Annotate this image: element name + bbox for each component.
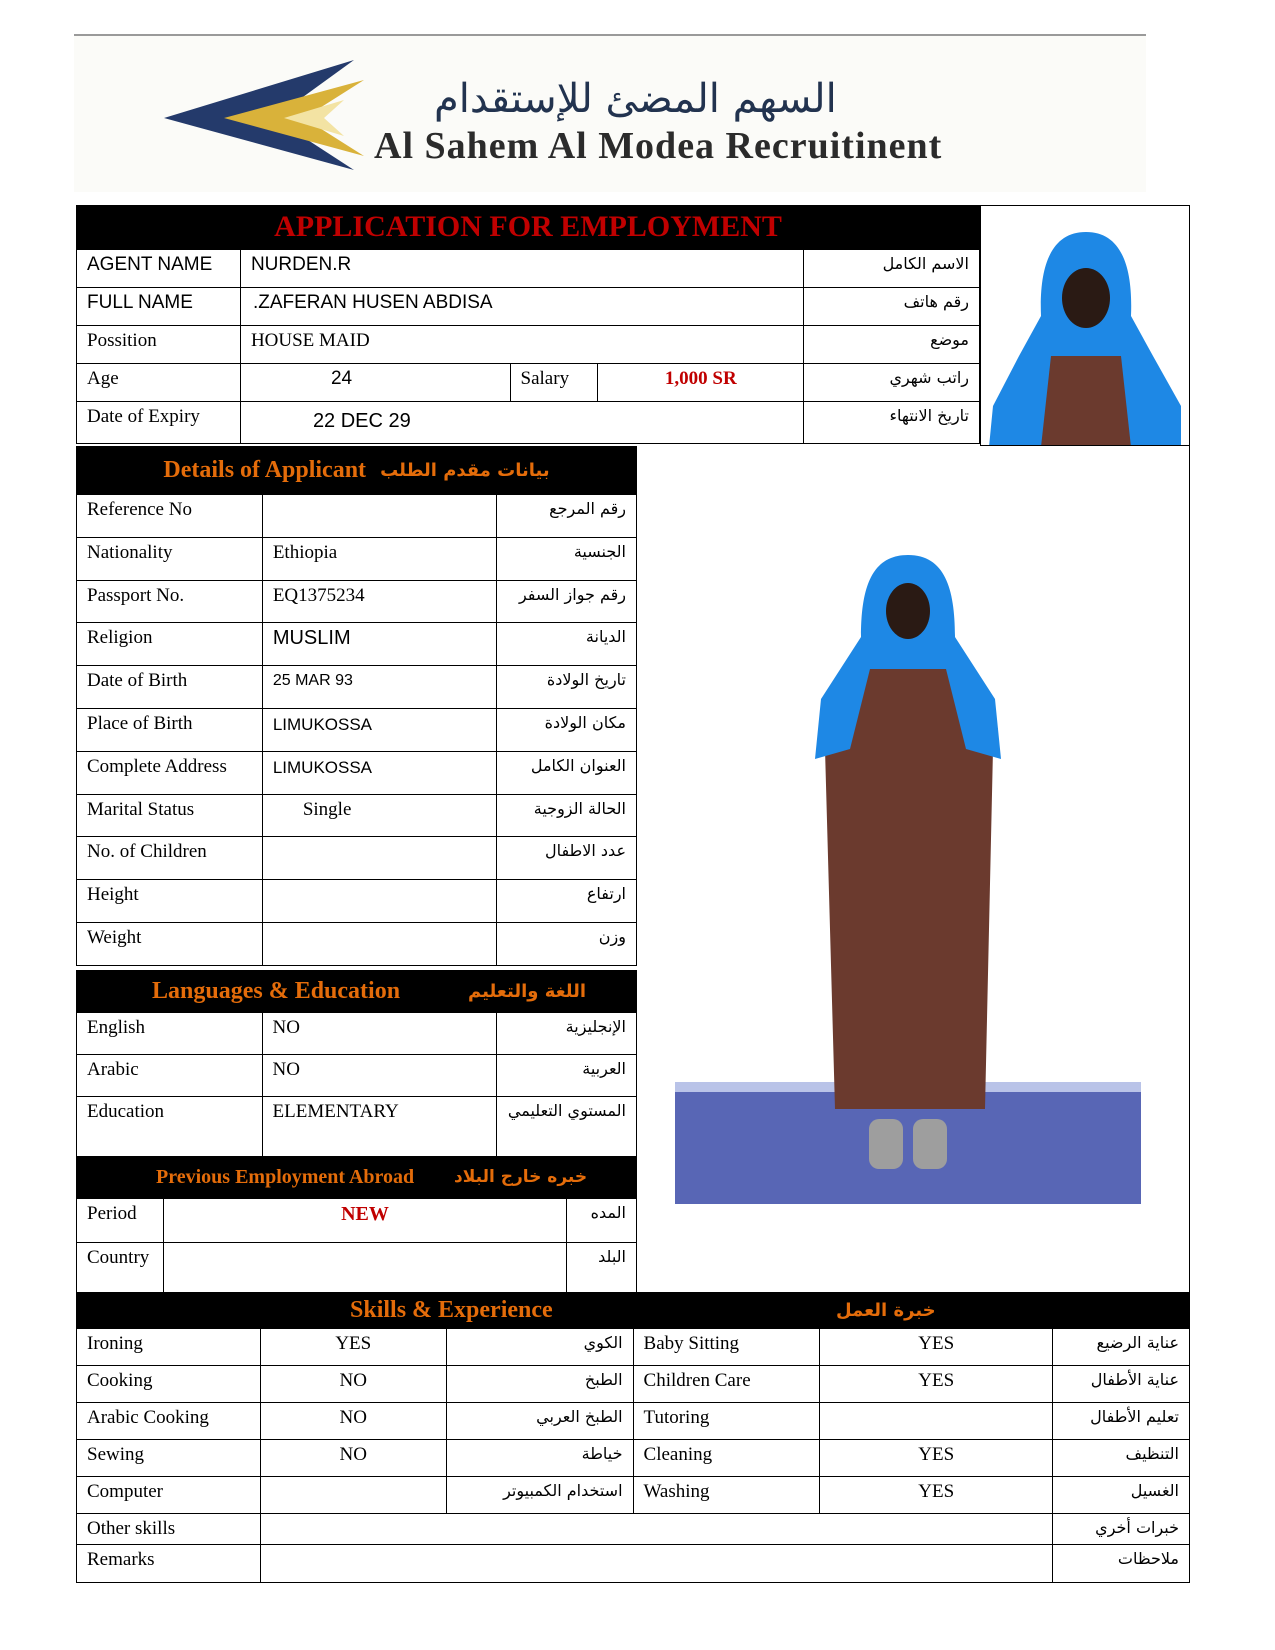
skill-left-value: NO	[260, 1440, 446, 1477]
skills-row	[77, 1440, 1190, 1477]
skill-right-label: Tutoring	[633, 1403, 820, 1440]
agent-name-arabic: الاسم الكامل	[804, 250, 980, 288]
details-section-header	[76, 446, 637, 494]
full-name-value: .ZAFERAN HUSEN ABDISA	[240, 288, 803, 326]
skills-row	[77, 1366, 1190, 1403]
details-label: Nationality	[77, 537, 263, 580]
details-label: Height	[77, 880, 263, 923]
country-label: Country	[77, 1243, 164, 1293]
period-value: NEW	[163, 1199, 566, 1243]
portrait-illustration	[981, 206, 1190, 446]
previous-employment-table	[76, 1198, 637, 1293]
details-row	[77, 751, 637, 794]
details-arabic: عدد الاطفال	[497, 837, 637, 880]
details-value	[262, 495, 496, 538]
skill-left-value: NO	[260, 1403, 446, 1440]
details-row	[77, 537, 637, 580]
details-row	[77, 880, 637, 923]
details-value	[262, 922, 496, 965]
salary-value: 1,000 SR	[598, 364, 804, 402]
details-value: EQ1375234	[262, 580, 496, 623]
chevron-logo-icon	[154, 60, 364, 170]
position-value: HOUSE MAID	[240, 326, 803, 364]
details-label: Weight	[77, 922, 263, 965]
languages-section-header	[76, 970, 637, 1012]
skill-left-value: NO	[260, 1366, 446, 1403]
details-value	[262, 837, 496, 880]
previous-heading: Previous Employment Abroad	[156, 1165, 415, 1188]
skill-right-value: YES	[820, 1440, 1053, 1477]
position-arabic: موضع	[804, 326, 980, 364]
skill-right-label: Cleaning	[633, 1440, 820, 1477]
language-label: Arabic	[77, 1055, 263, 1097]
salary-arabic: راتب شهري	[804, 364, 980, 402]
languages-heading-arabic: اللغة والتعليم	[468, 980, 587, 1002]
remarks-value	[260, 1545, 1052, 1583]
details-label: Reference No	[77, 495, 263, 538]
age-label: Age	[77, 364, 241, 402]
details-value: LIMUKOSSA	[262, 751, 496, 794]
details-value: MUSLIM	[262, 623, 496, 666]
details-label: Passport No.	[77, 580, 263, 623]
other-skills-row	[77, 1514, 1190, 1545]
skill-right-label: Children Care	[633, 1366, 820, 1403]
skill-left-arabic: استخدام الكمبيوتر	[446, 1477, 633, 1514]
skill-left-label: Ironing	[77, 1329, 261, 1366]
details-value: Single	[262, 794, 496, 837]
languages-heading: Languages & Education	[152, 977, 401, 1004]
skill-right-arabic: الغسيل	[1053, 1477, 1190, 1514]
details-row	[77, 708, 637, 751]
age-value: 24	[240, 364, 510, 402]
skills-table	[76, 1328, 1190, 1583]
language-row	[77, 1013, 637, 1055]
agent-name-label: AGENT NAME	[77, 250, 241, 288]
skill-right-value: YES	[820, 1477, 1053, 1514]
skill-left-label: Sewing	[77, 1440, 261, 1477]
previous-employment-header	[76, 1156, 637, 1198]
skill-left-value	[260, 1477, 446, 1514]
language-row	[77, 1097, 637, 1157]
period-arabic: المده	[567, 1199, 637, 1243]
details-heading: Details of Applicant	[163, 456, 367, 483]
details-value: 25 MAR 93	[262, 666, 496, 709]
skill-right-arabic: عناية الرضيع	[1053, 1329, 1190, 1366]
logo-arabic-text: السهم المضئ للإستقدام	[434, 76, 837, 122]
language-arabic: العربية	[497, 1055, 637, 1097]
details-label: No. of Children	[77, 837, 263, 880]
language-value: ELEMENTARY	[262, 1097, 497, 1157]
details-arabic: تاريخ الولادة	[497, 666, 637, 709]
skill-left-label: Arabic Cooking	[77, 1403, 261, 1440]
skill-left-arabic: الطبخ	[446, 1366, 633, 1403]
details-label: Complete Address	[77, 751, 263, 794]
details-arabic: العنوان الكامل	[497, 751, 637, 794]
details-arabic: الديانة	[497, 623, 637, 666]
skill-left-arabic: الطبخ العربي	[446, 1403, 633, 1440]
skill-right-arabic: تعليم الأطفال	[1053, 1403, 1190, 1440]
language-value: NO	[262, 1013, 497, 1055]
previous-heading-arabic: خبره خارج البلاد	[454, 1167, 588, 1187]
skill-right-value	[820, 1403, 1053, 1440]
details-arabic: رقم جواز السفر	[497, 580, 637, 623]
skill-right-label: Washing	[633, 1477, 820, 1514]
skill-left-arabic: الكوي	[446, 1329, 633, 1366]
skill-right-arabic: عناية الأطفال	[1053, 1366, 1190, 1403]
languages-table	[76, 1012, 637, 1157]
full-name-label: FULL NAME	[77, 288, 241, 326]
details-value: Ethiopia	[262, 537, 496, 580]
details-value	[262, 880, 496, 923]
skills-row	[77, 1403, 1190, 1440]
skills-row	[77, 1477, 1190, 1514]
details-row	[77, 623, 637, 666]
expiry-arabic: تاريخ الانتهاء	[804, 402, 980, 444]
position-label: Possition	[77, 326, 241, 364]
language-row	[77, 1055, 637, 1097]
country-value	[163, 1243, 566, 1293]
details-row	[77, 837, 637, 880]
full-name-arabic: رقم هاتف	[804, 288, 980, 326]
language-arabic: الإنجليزية	[497, 1013, 637, 1055]
language-label: Education	[77, 1097, 263, 1157]
details-arabic: مكان الولادة	[497, 708, 637, 751]
skill-left-value: YES	[260, 1329, 446, 1366]
skill-right-value: YES	[820, 1366, 1053, 1403]
remarks-arabic: ملاحظات	[1053, 1545, 1190, 1583]
skill-right-arabic: التنظيف	[1053, 1440, 1190, 1477]
details-row	[77, 922, 637, 965]
details-row	[77, 580, 637, 623]
details-arabic: الحالة الزوجية	[497, 794, 637, 837]
details-table	[76, 494, 637, 966]
details-arabic: وزن	[497, 922, 637, 965]
skill-right-value: YES	[820, 1329, 1053, 1366]
applicant-summary-table	[76, 249, 980, 444]
details-value: LIMUKOSSA	[262, 708, 496, 751]
expiry-value: 22 DEC 29	[240, 402, 803, 444]
details-label: Religion	[77, 623, 263, 666]
language-value: NO	[262, 1055, 497, 1097]
skills-section-header	[76, 1292, 1190, 1328]
applicant-full-photo-area	[637, 446, 1190, 1292]
details-row	[77, 495, 637, 538]
expiry-label: Date of Expiry	[77, 402, 241, 444]
country-arabic: البلد	[567, 1243, 637, 1293]
details-row	[77, 794, 637, 837]
remarks-row	[77, 1545, 1190, 1583]
details-heading-arabic: بيانات مقدم الطلب	[380, 459, 550, 481]
language-arabic: المستوي التعليمي	[497, 1097, 637, 1157]
skill-left-label: Cooking	[77, 1366, 261, 1403]
logo-english-text: Al Sahem Al Modea Recruitinent	[374, 125, 943, 167]
salary-label: Salary	[510, 364, 598, 402]
skills-heading: Skills & Experience	[350, 1296, 553, 1323]
full-body-photo	[675, 549, 1141, 1204]
details-label: Date of Birth	[77, 666, 263, 709]
skills-heading-arabic: خبرة العمل	[836, 1299, 936, 1321]
details-label: Place of Birth	[77, 708, 263, 751]
details-label: Marital Status	[77, 794, 263, 837]
details-row	[77, 666, 637, 709]
other-skills-label: Other skills	[77, 1514, 261, 1545]
skill-left-label: Computer	[77, 1477, 261, 1514]
details-arabic: ارتفاع	[497, 880, 637, 923]
applicant-portrait-photo	[980, 205, 1190, 446]
company-logo-banner	[74, 34, 1146, 192]
period-label: Period	[77, 1199, 164, 1243]
skills-row	[77, 1329, 1190, 1366]
other-skills-arabic: خبرات أخري	[1053, 1514, 1190, 1545]
page-title: APPLICATION FOR EMPLOYMENT	[76, 205, 980, 249]
skill-right-label: Baby Sitting	[633, 1329, 820, 1366]
other-skills-value	[260, 1514, 1052, 1545]
language-label: English	[77, 1013, 263, 1055]
details-arabic: رقم المرجع	[497, 495, 637, 538]
skill-left-arabic: خياطة	[446, 1440, 633, 1477]
remarks-label: Remarks	[77, 1545, 261, 1583]
details-arabic: الجنسية	[497, 537, 637, 580]
agent-name-value: NURDEN.R	[240, 250, 803, 288]
